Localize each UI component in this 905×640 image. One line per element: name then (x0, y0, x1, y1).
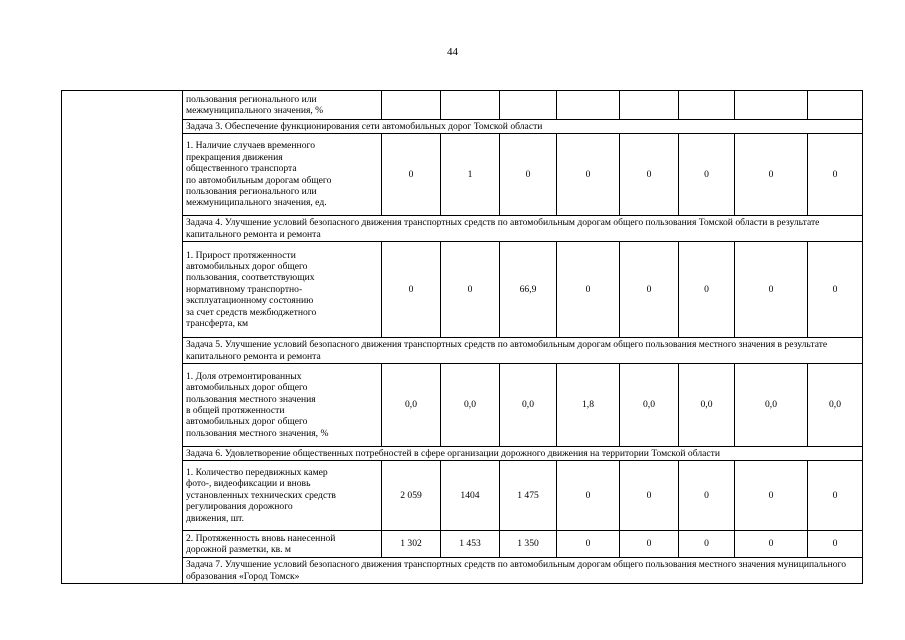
task-heading: Задача 5. Улучшение условий безопасного движения транспортных средств по автомобильным дорогам общего пользования местного значения в результате капитального ремонта и ремонта (183, 338, 863, 364)
value-cell: 0 (679, 531, 735, 558)
value-cell (735, 91, 808, 120)
value-cell (500, 91, 557, 120)
value-cell: 0,0 (441, 364, 500, 447)
value-cell: 0 (808, 531, 863, 558)
indicator-label: пользования регионального или межмуниципального значения, % (183, 91, 382, 120)
indicators-table (61, 90, 863, 584)
value-cell: 1 453 (441, 531, 500, 558)
value-cell: 0,0 (382, 364, 441, 447)
value-cell: 0 (808, 242, 863, 338)
task-heading: Задача 7. Улучшение условий безопасного движения транспортных средств по автомобильным дорогам общего пользования местного значения муниципального образования «Город Томск» (183, 558, 863, 584)
indicator-label: 1. Количество передвижных камер фото-, видеофиксации и вновь установленных технических средств регулирования дорожного движения, шт. (183, 461, 382, 531)
value-cell (808, 91, 863, 120)
value-cell: 0 (679, 461, 735, 531)
value-cell: 0 (620, 242, 679, 338)
value-cell: 0,0 (679, 364, 735, 447)
value-cell: 0,0 (500, 364, 557, 447)
value-cell: 0 (735, 461, 808, 531)
table-row (62, 91, 863, 120)
value-cell: 1 475 (500, 461, 557, 531)
task-row (62, 120, 863, 134)
value-cell: 0 (557, 531, 620, 558)
table-row (62, 461, 863, 531)
value-cell: 0,0 (808, 364, 863, 447)
indicator-label: 1. Прирост протяженности автомобильных дорог общего пользования, соответствующих нормативному транспортно- эксплуатационному состоянию за счет средств межбюджетного трансферта, км (183, 242, 382, 338)
value-cell: 0 (441, 242, 500, 338)
task-row (62, 338, 863, 364)
value-cell: 2 059 (382, 461, 441, 531)
value-cell: 66,9 (500, 242, 557, 338)
indicator-label: 2. Протяженность вновь нанесенной дорожной разметки, кв. м (183, 531, 382, 558)
value-cell: 0 (382, 134, 441, 216)
value-cell: 0 (557, 134, 620, 216)
value-cell: 0 (382, 242, 441, 338)
indicator-label: 1. Наличие случаев временного прекращения движения общественного транспорта по автомобильным дорогам общего пользования регионального или межмуниципального значения, ед. (183, 134, 382, 216)
value-cell (557, 91, 620, 120)
value-cell: 0 (620, 134, 679, 216)
value-cell: 0,0 (620, 364, 679, 447)
value-cell: 0 (620, 531, 679, 558)
value-cell (382, 91, 441, 120)
value-cell: 1,8 (557, 364, 620, 447)
task-heading: Задача 4. Улучшение условий безопасного движения транспортных средств по автомобильным дорогам общего пользования Томской области в результате капитального ремонта и ремонта (183, 216, 863, 242)
task-row (62, 447, 863, 461)
value-cell: 0 (679, 134, 735, 216)
value-cell (441, 91, 500, 120)
value-cell: 0 (808, 461, 863, 531)
value-cell: 1 302 (382, 531, 441, 558)
table-row (62, 134, 863, 216)
value-cell: 0 (735, 134, 808, 216)
value-cell: 0 (808, 134, 863, 216)
task-heading: Задача 6. Удовлетворение общественных потребностей в сфере организации дорожного движения на территории Томской области (183, 447, 863, 461)
value-cell (679, 91, 735, 120)
task-row (62, 216, 863, 242)
page-number: 44 (447, 46, 458, 58)
table-row (62, 531, 863, 558)
value-cell: 0 (620, 461, 679, 531)
task-heading: Задача 3. Обеспечение функционирования сети автомобильных дорог Томской области (183, 120, 863, 134)
value-cell: 1 350 (500, 531, 557, 558)
value-cell: 0 (735, 531, 808, 558)
value-cell: 0 (557, 461, 620, 531)
value-cell: 1 (441, 134, 500, 216)
value-cell: 0,0 (735, 364, 808, 447)
value-cell: 1404 (441, 461, 500, 531)
indicator-label: 1. Доля отремонтированных автомобильных дорог общего пользования местного значения в общей протяженности автомобильных дорог общего пользования местного значения, % (183, 364, 382, 447)
value-cell: 0 (557, 242, 620, 338)
program-number-column (62, 91, 183, 584)
task-row (62, 558, 863, 584)
value-cell: 0 (735, 242, 808, 338)
value-cell: 0 (500, 134, 557, 216)
value-cell: 0 (679, 242, 735, 338)
table-row (62, 242, 863, 338)
table-row (62, 364, 863, 447)
value-cell (620, 91, 679, 120)
